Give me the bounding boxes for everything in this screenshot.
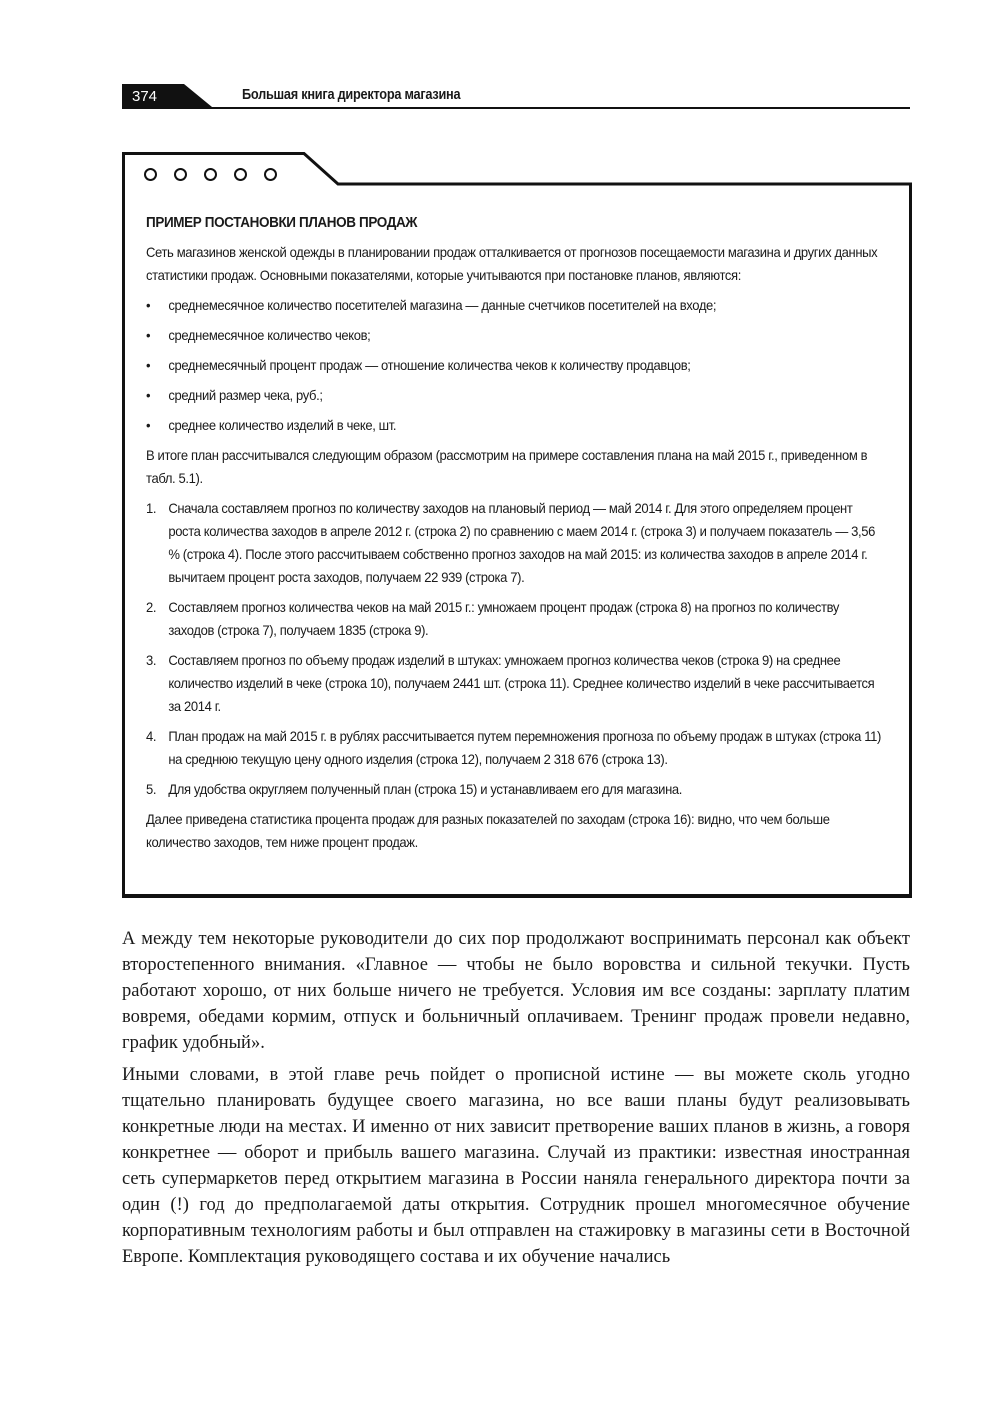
box-conclusion: Далее приведена статистика процента продаж для разных показателей по заходам (строка 16): видно, что чем больше количество заходов, тем ниже процент продаж. <box>146 811 830 850</box>
step-number: 2. <box>146 599 157 615</box>
list-item: • среднемесячный процент продаж — отношение количества чеков к количеству продавцов; <box>146 354 886 377</box>
box-title: ПРИМЕР ПОСТАНОВКИ ПЛАНОВ ПРОДАЖ <box>146 215 418 231</box>
dot-icon <box>204 168 217 181</box>
header-rule <box>122 107 910 109</box>
dot-icon <box>264 168 277 181</box>
step-item <box>146 497 886 589</box>
list-item: • среднемесячное количество чеков; <box>146 324 886 347</box>
body-text <box>122 926 910 1276</box>
list-item: • среднее количество изделий в чеке, шт. <box>146 414 886 437</box>
body-paragraph: Иными словами, в этой главе речь пойдет о прописной истине — вы можете сколь угодно тщательно планировать будущее своего магазина, но все ваши планы будут реализовывать конкретные люди на местах. И именно от них зависит претворение ваших планов в жизнь, а говоря конкретнее — оборот и прибыль вашего магазина. Случай из практики: известная иностранная сеть супермаркетов перед открытием магазина в России наняла генерального директора почти за один (!) год до предполагаемой даты открытия. Сотрудник прошел многомесячное обучение корпоративным технологиям работы и был отправлен на стажировку в магазины сети в Восточной Европе. Комплектация руководящего состава и их обучение начались <box>122 1065 910 1267</box>
box-summary: В итоге план рассчитывался следующим образом (рассмотрим на примере составления плана на май 2015 г., приведенном в табл. 5.1). <box>146 447 868 486</box>
dot-icon <box>174 168 187 181</box>
indicator-list <box>146 294 886 437</box>
page-number: 374 <box>132 88 158 105</box>
step-item <box>146 778 886 801</box>
step-text: Для удобства округляем полученный план (строка 15) и устанавливаем его для магазина. <box>168 781 683 797</box>
running-header <box>122 84 910 112</box>
decorative-dots <box>144 168 277 181</box>
step-text: Сначала составляем прогноз по количеству заходов на плановый период — май 2014 г. Для этого определяем процент роста количества заходов в апреле 2012 г. (строка 2) по сравнению с маем 2014 г. (строка 3) и получаем показатель — 3,56 % (строка 4). После этого рассчитываем собственно прогноз заходов на май 2015: из количества заходов в апреле 2014 г. вычитаем процент роста заходов, получаем 22 939 (строка 7). <box>168 500 875 585</box>
example-box <box>122 152 912 898</box>
step-item <box>146 596 886 642</box>
dot-icon <box>144 168 157 181</box>
steps-list <box>146 497 886 801</box>
step-number: 4. <box>146 728 157 744</box>
step-text: Составляем прогноз количества чеков на май 2015 г.: умножаем процент продаж (строка 8) на прогноз по количеству заходов (строка 7), получаем 1835 (строка 9). <box>168 599 840 638</box>
step-number: 1. <box>146 500 157 516</box>
body-paragraph: А между тем некоторые руководители до сих пор продолжают воспринимать персонал как объект второстепенного внимания. «Главное — чтобы не было воровства и сильной текучки. Пусть работают хорошо, от них больше ничего не требуется. Условия им все созданы: зарплату платим вовремя, обедами кормим, отпуск и больничный оплачиваем. Тренинг продаж провели недавно, график удобный». <box>122 929 910 1053</box>
box-intro: Сеть магазинов женской одежды в планировании продаж отталкивается от прогнозов посещаемости магазина и других данных статистики продаж. Основными показателями, которые учитываются при постановке планов, являются: <box>146 244 878 283</box>
step-text: Составляем прогноз по объему продаж изделий в штуках: умножаем прогноз количества чеков (строка 9) на среднее количество изделий в чеке (строка 10), получаем 2441 шт. (строка 11). Среднее количество изделий в чеке рассчитывается за 2014 г. <box>168 652 875 714</box>
list-item: • среднемесячное количество посетителей магазина — данные счетчиков посетителей на входе; <box>146 294 886 317</box>
step-number: 5. <box>146 781 157 797</box>
box-content <box>146 212 886 861</box>
list-item: • средний размер чека, руб.; <box>146 384 886 407</box>
step-item <box>146 725 886 771</box>
book-title: Большая книга директора магазина <box>242 86 461 103</box>
step-item <box>146 649 886 718</box>
step-number: 3. <box>146 652 157 668</box>
dot-icon <box>234 168 247 181</box>
step-text: План продаж на май 2015 г. в рублях рассчитывается путем перемножения прогноза по объему продаж в штуках (строка 11) на среднюю текущую цену одного изделия (строка 12), получаем 2 318 676 (строка 13). <box>168 728 881 767</box>
